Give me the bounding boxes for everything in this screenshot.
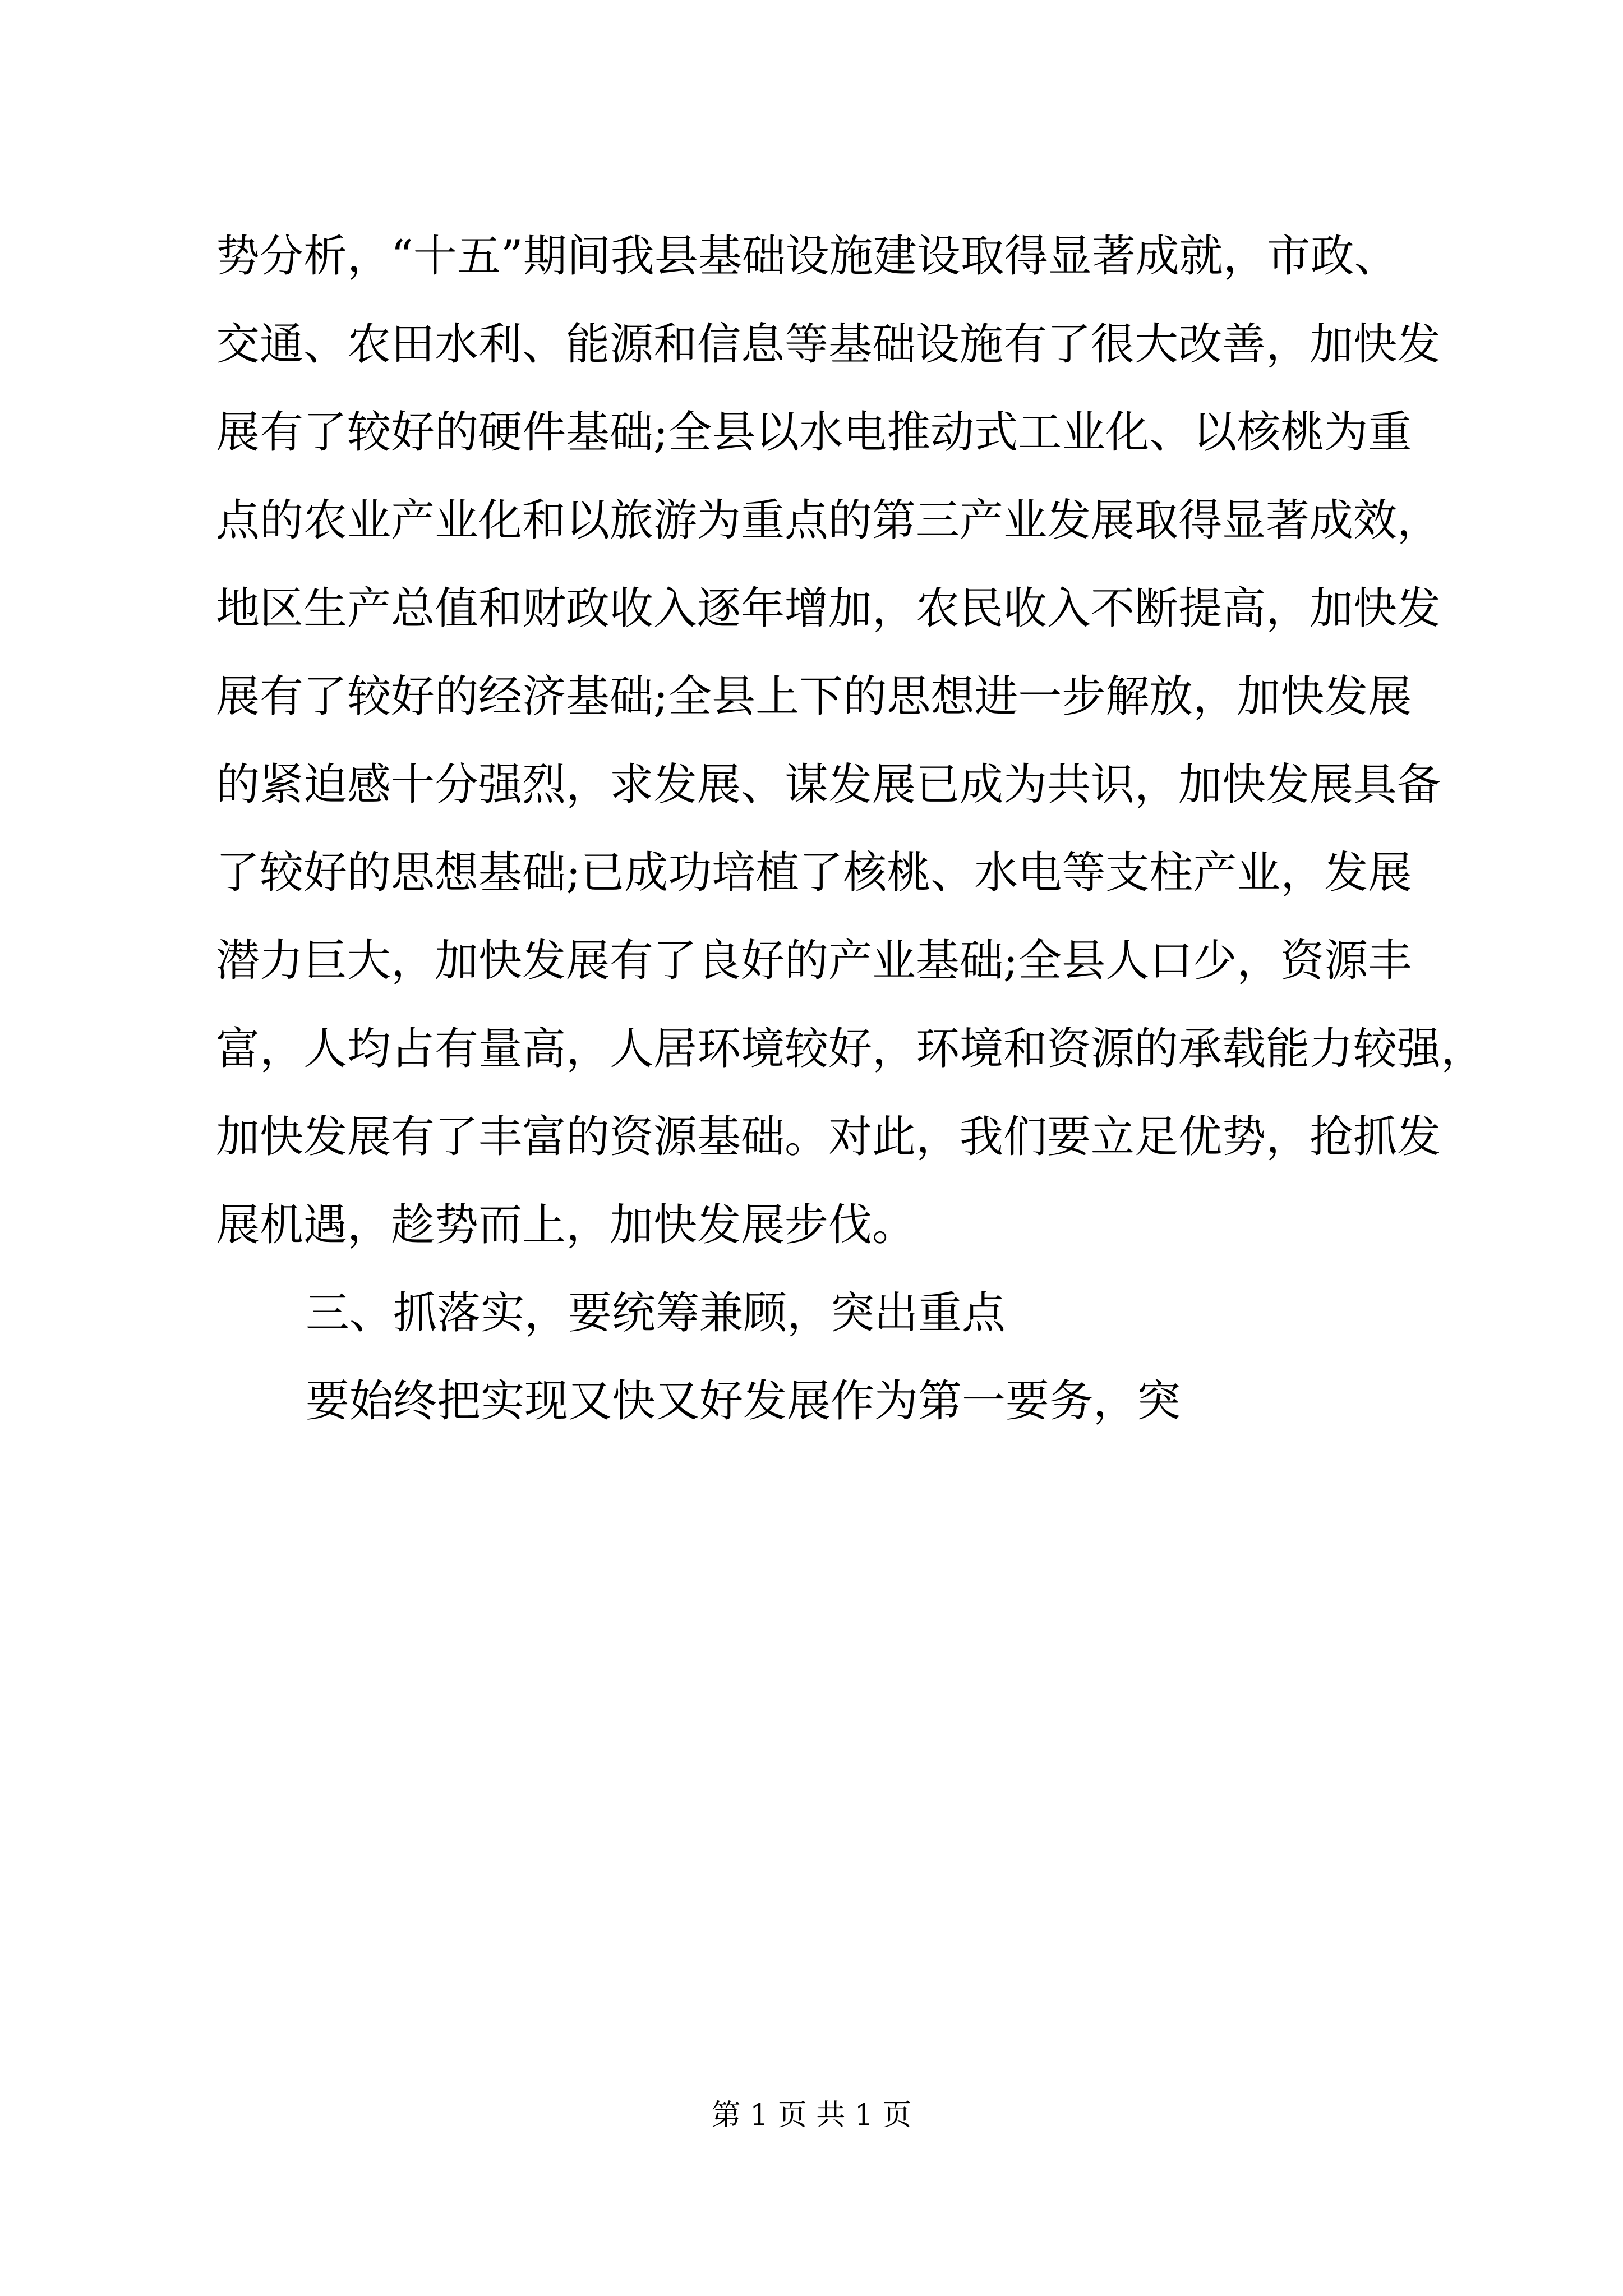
paragraph-line: 交通、农田水利、能源和信息等基础设施有了很大改善，加快发 (216, 319, 1441, 370)
paragraph-line: 要始终把实现又快又好发展作为第一要务，突 (306, 1376, 1181, 1427)
paragraph-line: 富，人均占有量高，人居环境较好，环境和资源的承载能力较强， (216, 1024, 1485, 1074)
paragraph-line: 展有了较好的经济基础;全县上下的思想进一步解放，加快发展 (216, 671, 1412, 722)
paragraph-line: 点的农业产业化和以旅游为重点的第三产业发展取得显著成效， (216, 495, 1441, 546)
paragraph-line: 加快发展有了丰富的资源基础。对此，我们要立足优势，抢抓发 (216, 1112, 1441, 1162)
paragraph-line: 展机遇，趁势而上，加快发展步伐。 (216, 1200, 916, 1250)
paragraph-line: 势分析，“十五”期间我县基础设施建设取得显著成就，市政、 (216, 231, 1398, 282)
paragraph-line: 的紧迫感十分强烈，求发展、谋发展已成为共识，加快发展具备 (216, 760, 1441, 810)
section-heading: 三、抓落实，要统筹兼顾，突出重点 (306, 1288, 1006, 1338)
paragraph-line: 了较好的思想基础;已成功培植了核桃、水电等支柱产业，发展 (216, 848, 1412, 898)
page-footer: 第 1 页 共 1 页 (711, 2099, 912, 2132)
paragraph-line: 地区生产总值和财政收入逐年增加，农民收入不断提高，加快发 (216, 583, 1441, 634)
paragraph-line: 潜力巨大，加快发展有了良好的产业基础;全县人口少，资源丰 (216, 936, 1412, 986)
paragraph-line: 展有了较好的硬件基础;全县以水电推动式工业化、以核桃为重 (216, 407, 1412, 458)
